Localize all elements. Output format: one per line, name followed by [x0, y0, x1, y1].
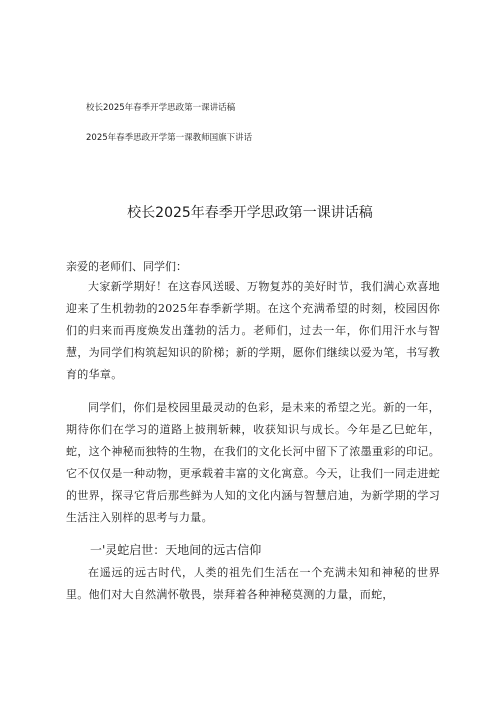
toc-item-teacher-flag-speech[interactable]: 2025年春季思政开学第一课教师国旗下讲话	[86, 133, 253, 143]
section-heading: 一'灵蛇启世：天地间的远古信仰	[90, 543, 262, 557]
paragraph-ancient-belief: 在遥远的远古时代，人类的祖先们生活在一个充满未知和神秘的世界里。他们对大自然满怀敬畏，崇拜着各种神秘莫测的力量，而蛇，	[66, 566, 440, 601]
paragraph-greeting: 大家新学期好！在这春风送暖、万物复苏的美好时节，我们满心欢喜地迎来了生机勃勃的2025年春季新学期。在这个充满希望的时刻，校园因你们的归来而再度焕发出蓬勃的活力。老师们，过去一年，你们用汗水与智慧，为同学们构筑起知识的阶梯；新的学期，愿你们继续以爱为笔，书写教育的华章。	[66, 280, 440, 381]
salutation: 亲爱的老师们、同学们：	[66, 260, 187, 273]
paragraph-students: 同学们，你们是校园里最灵动的色彩，是未来的希望之光。新的一年，期待你们在学习的道路上披荆斩棘，收获知识与成长。今年是乙巳蛇年，蛇，这个神秘而独特的生物，在我们的文化长河中留下了浓墨重彩的印记。它不仅仅是一种动物，更承载着丰富的文化寓意。今天，让我们一同走进蛇的世界，探寻它背后那些鲜为人知的文化内涵与智慧启迪，为新学期的学习生活注入别样的思考与力量。	[66, 401, 440, 524]
document-title: 校长2025年春季开学思政第一课讲话稿	[127, 205, 373, 221]
toc-item-principal-speech[interactable]: 校长2025年春季开学思政第一课讲话稿	[86, 103, 236, 113]
